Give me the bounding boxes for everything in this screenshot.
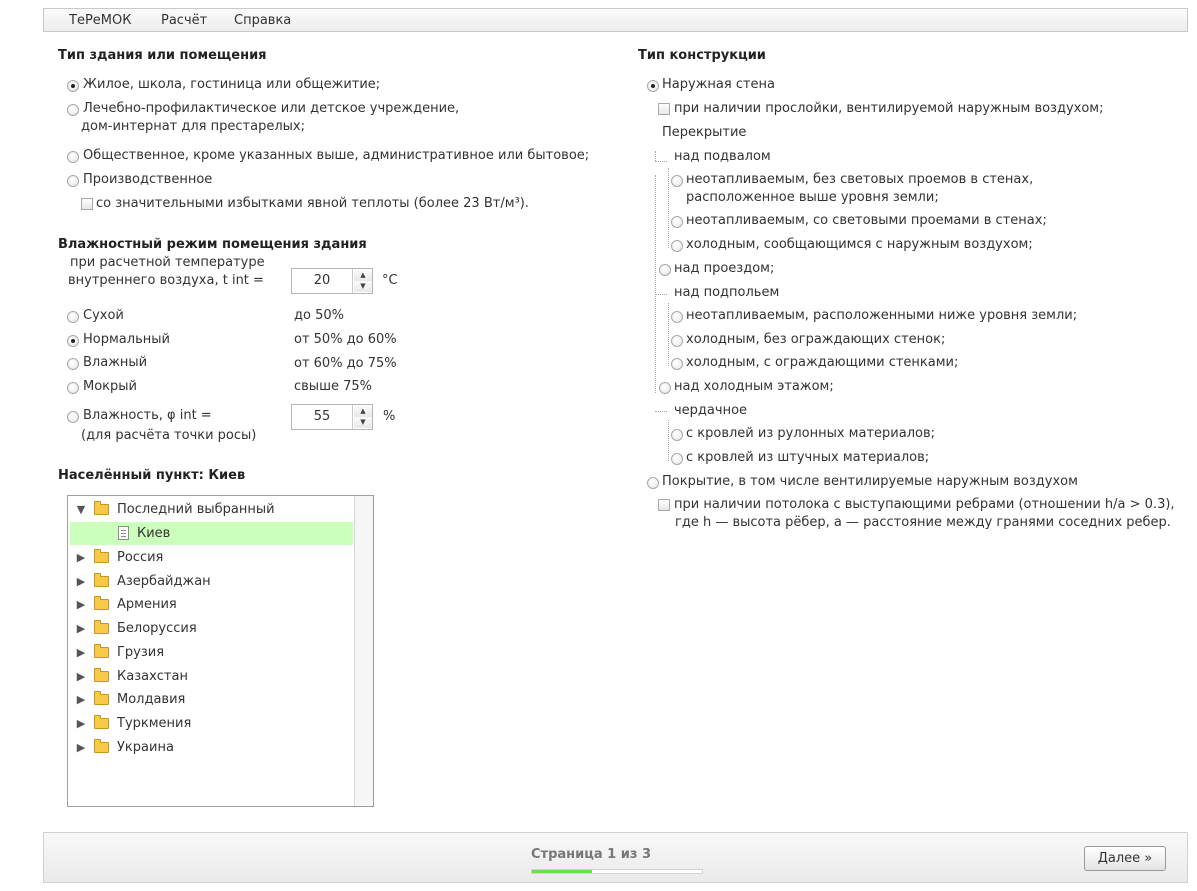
folder-icon [94,742,109,753]
tree-node-country[interactable] [70,641,353,664]
tree-node-label: Грузия [117,644,165,660]
temperature-down-icon[interactable]: ▼ [354,281,372,292]
chevron-right-icon[interactable]: ▶ [76,645,86,659]
next-button[interactable]: Далее » [1084,846,1166,871]
humidity-custom-radio[interactable] [67,411,79,423]
tree-guide [668,303,669,366]
humidity-normal-label: Нормальный [83,332,170,347]
tree-guide [668,420,669,461]
basement-unheated-windows-label: неотапливаемым, со световыми проемами в стенах; [686,213,1047,228]
building-type-title: Тип здания или помещения [58,48,267,63]
basement-header: над подвалом [674,149,771,164]
humidity-humid-range: от 60% до 75% [294,356,397,371]
tree-node-label: Киев [137,526,171,541]
building-public-label: Общественное, кроме указанных выше, административное или бытовое; [83,148,590,163]
outer-wall-radio[interactable] [647,80,659,92]
menu-item-teremok[interactable]: ТеРеМОК [69,13,132,28]
folder-icon [94,694,109,705]
temp-label-2: внутреннего воздуха, t int = [68,273,264,288]
temp-label-1: при расчетной температуре [70,255,265,270]
humidity-up-icon[interactable]: ▲ [354,406,372,418]
basement-unheated-windows-radio[interactable] [671,216,683,228]
tree-node-last-selected[interactable] [70,498,353,521]
heat-excess-label: со значительными избытками явной теплоты (более 23 Вт/м³). [96,196,529,211]
driveway-radio[interactable] [659,264,671,276]
folder-icon [94,576,109,587]
chevron-right-icon[interactable]: ▶ [76,598,86,612]
humidity-unit: % [383,409,396,424]
chevron-right-icon[interactable]: ▶ [76,622,86,636]
tree-node-label: Азербайджан [117,573,211,589]
chevron-right-icon[interactable]: ▶ [76,716,86,730]
tree-node-label: Казахстан [117,668,188,684]
footer-bar [43,832,1188,883]
attic-piece-label: с кровлей из штучных материалов; [686,450,930,465]
ribbed-ceiling-label-1: при наличии потолока с выступающими ребрами (отношении h/a > 0.3), [674,497,1175,512]
ribbed-ceiling-label-2: где h — высота рёбер, a — расстояние между гранями соседних ребер. [675,515,1171,530]
driveway-label: над проездом; [674,261,775,276]
humidity-custom-label-1: Влажность, φ int = [83,408,212,423]
underfloor-cold-walls-label: холодным, с ограждающими стенками; [686,355,959,370]
underfloor-cold-no-walls-radio[interactable] [671,335,683,347]
tree-node-country[interactable] [70,712,353,735]
tree-node-label: Россия [117,550,164,565]
ribbed-ceiling-checkbox[interactable] [658,499,670,511]
humidity-dry-radio[interactable] [67,311,79,323]
tree-node-label: Белоруссия [117,621,197,637]
ventilated-layer-label: при наличии прослойки, вентилируемой наружным воздухом; [674,101,1104,116]
tree-node-label: Последний выбранный [117,502,275,517]
page-progress-bar [531,869,703,874]
building-industrial-radio[interactable] [67,175,79,187]
tree-node-label: Армения [117,597,177,613]
temperature-up-icon[interactable]: ▲ [354,270,372,282]
basement-cold-radio[interactable] [671,240,683,252]
humidity-normal-range: от 50% до 60% [294,332,397,347]
underfloor-cold-no-walls-label: холодным, без ограждающих стенок; [686,332,946,347]
document-icon [118,526,129,540]
humidity-custom-label-2: (для расчёта точки росы) [81,428,257,443]
folder-icon [94,718,109,729]
tree-node-country[interactable] [70,688,353,711]
building-industrial-label: Производственное [83,172,213,187]
humidity-normal-radio[interactable] [67,335,79,347]
tree-node-label: Туркмения [117,715,192,731]
tree-node-country[interactable] [70,736,353,759]
tree-guide [655,151,656,161]
folder-icon [94,552,109,563]
menu-item-help[interactable]: Справка [234,13,292,28]
building-residential-radio[interactable] [67,80,79,92]
page-indicator: Страница 1 из 3 [531,847,651,862]
underfloor-header: над подпольем [674,285,780,300]
tree-node-label: Молдавия [117,692,186,708]
temperature-unit: °C [382,273,398,288]
attic-roll-radio[interactable] [671,429,683,441]
construction-type-title: Тип конструкции [638,48,766,63]
humidity-dry-range: до 50% [294,308,344,323]
chevron-down-icon[interactable]: ▼ [76,503,86,516]
cold-floor-label: над холодным этажом; [674,379,834,394]
temperature-stepper[interactable] [291,268,373,294]
tree-guide [655,411,667,412]
humidity-title: Влажностный режим помещения здания [58,237,367,252]
building-medical-label-1: Лечебно-профилактическое или детское учреждение, [83,101,460,116]
basement-cold-label: холодным, сообщающимся с наружным воздухом; [686,237,1033,252]
folder-icon [94,599,109,610]
humidity-wet-range: свыше 75% [294,379,372,394]
tree-scrollbar[interactable] [354,496,373,806]
chevron-right-icon[interactable]: ▶ [76,669,86,683]
cold-floor-radio[interactable] [659,382,671,394]
humidity-stepper[interactable] [291,404,373,430]
building-residential-label: Жилое, школа, гостиница или общежитие; [83,77,381,92]
floor-header: Перекрытие [662,125,747,140]
basement-unheated-no-windows-label-2: расположенное выше уровня земли; [686,190,939,205]
tree-node-country[interactable] [70,593,353,616]
basement-unheated-no-windows-radio[interactable] [671,175,683,187]
folder-icon [94,647,109,658]
humidity-humid-label: Влажный [83,355,148,370]
chevron-right-icon[interactable]: ▶ [76,693,86,707]
chevron-right-icon[interactable]: ▶ [76,574,86,588]
location-tree[interactable] [67,495,374,807]
chevron-right-icon[interactable]: ▶ [76,551,86,564]
building-medical-radio[interactable] [67,104,79,116]
building-public-radio[interactable] [67,151,79,163]
underfloor-unheated-radio[interactable] [671,311,683,323]
tree-node-country[interactable] [70,665,353,688]
tree-node-country[interactable] [70,617,353,640]
roof-label: Покрытие, в том числе вентилируемые наружным воздухом [662,474,1078,489]
tree-node-kiev[interactable] [70,522,353,545]
humidity-humid-radio[interactable] [67,358,79,370]
humidity-value[interactable]: 55 [292,405,353,429]
folder-open-icon [94,504,109,515]
tree-guide [655,161,667,162]
tree-guide [668,168,669,248]
attic-header: чердачное [674,403,748,418]
tree-node-country[interactable] [70,570,353,593]
tree-guide [655,294,667,295]
folder-icon [94,671,109,682]
tree-node-label: Украина [117,739,174,755]
tree-guide [655,175,656,393]
attic-piece-radio[interactable] [671,453,683,465]
building-medical-label-2: дом-интернат для престарелых; [81,119,305,134]
roof-radio[interactable] [647,477,659,489]
humidity-dry-label: Сухой [83,308,124,323]
chevron-right-icon[interactable]: ▶ [76,740,86,754]
page-progress-fill [532,870,592,873]
heat-excess-checkbox[interactable] [81,198,93,210]
menu-bar [43,8,1188,32]
outer-wall-label: Наружная стена [662,77,776,92]
tree-node-country[interactable] [70,546,353,569]
underfloor-cold-walls-radio[interactable] [671,358,683,370]
temperature-value[interactable]: 20 [292,269,353,293]
humidity-wet-radio[interactable] [67,382,79,394]
underfloor-unheated-label: неотапливаемым, расположенными ниже уровня земли; [686,308,1078,323]
attic-roll-label: с кровлей из рулонных материалов; [686,426,935,441]
basement-unheated-no-windows-label-1: неотапливаемым, без световых проемов в стенах, [686,172,1034,187]
humidity-down-icon[interactable]: ▼ [354,417,372,428]
folder-icon [94,623,109,634]
ventilated-layer-checkbox[interactable] [658,103,670,115]
location-title: Населённый пункт: Киев [58,468,246,483]
humidity-wet-label: Мокрый [83,379,137,394]
menu-item-calculation[interactable]: Расчёт [161,13,208,28]
